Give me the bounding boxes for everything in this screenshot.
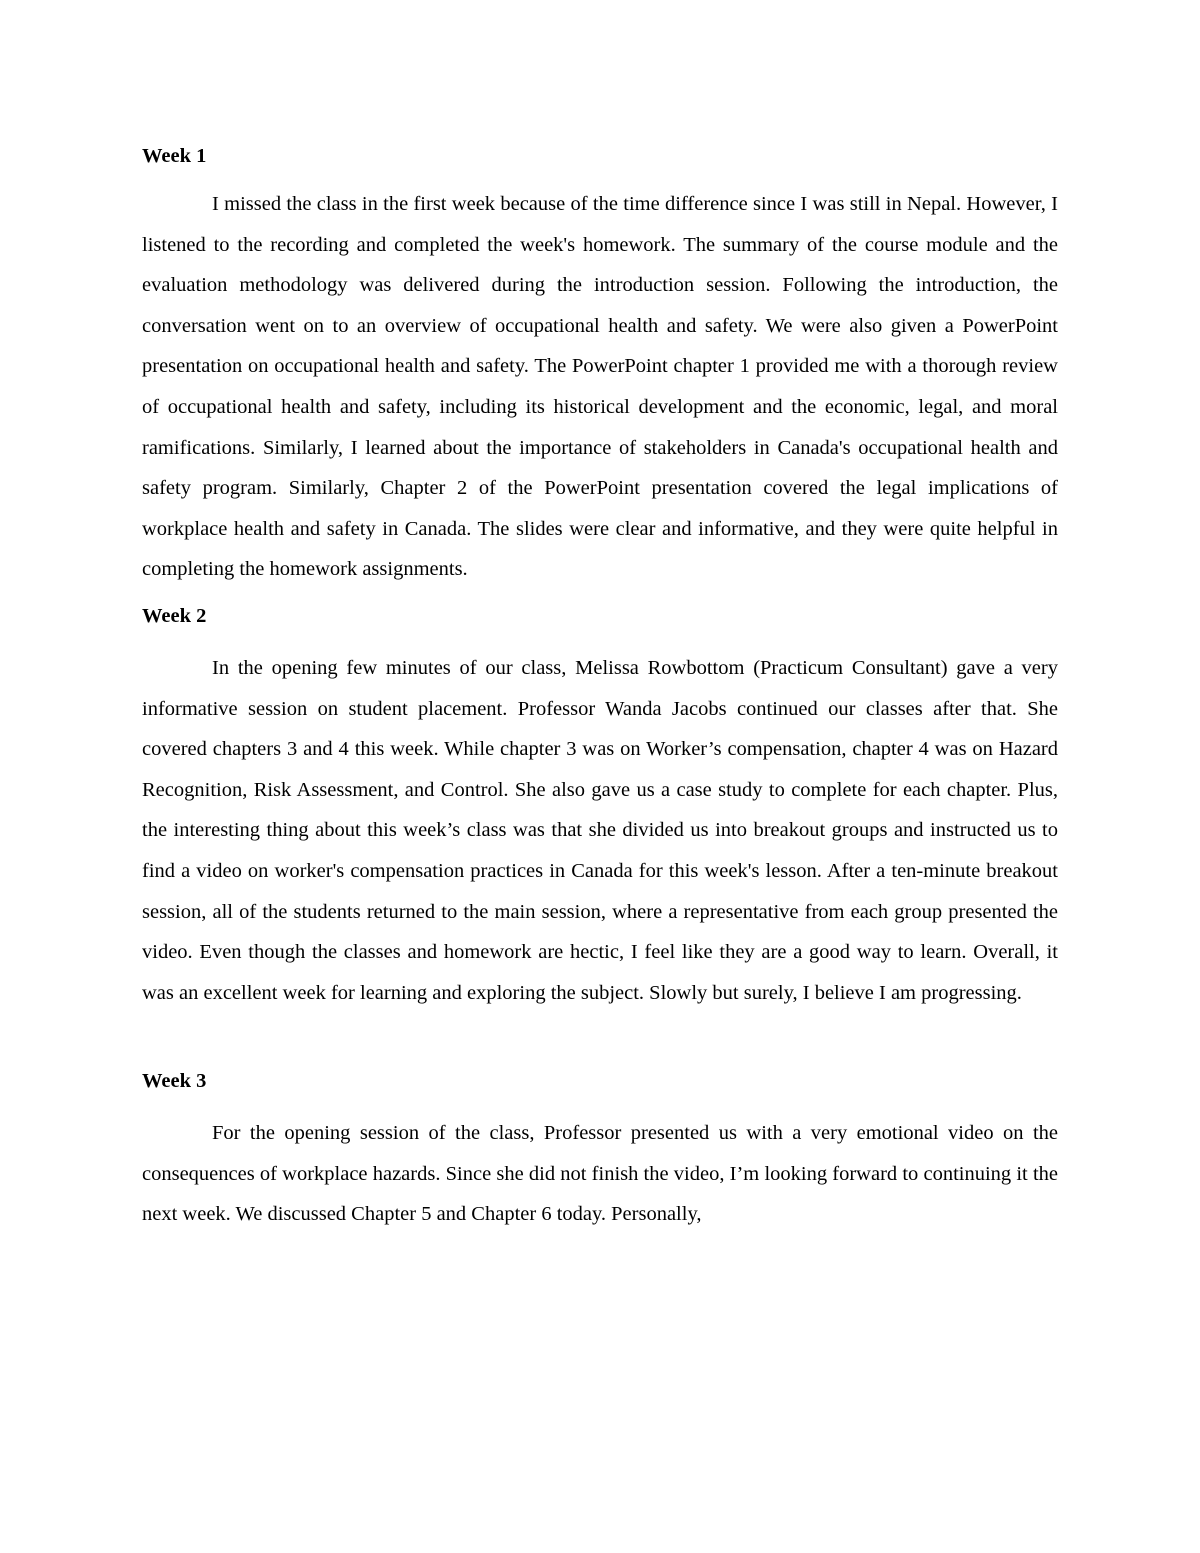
section-heading-week-3: Week 3	[142, 1070, 207, 1093]
section-heading-week-1: Week 1	[142, 145, 207, 167]
section-paragraph-week-3: For the opening session of the class, Professor presented us with a very emotional video on the consequences of workplace hazards. Since she did not finish the video, I’m looking forward to continuing it the next week. We discussed Chapter 5 and Chapter 6 today. Personally,	[142, 1122, 1058, 1226]
section-heading-week-2: Week 2	[142, 604, 207, 627]
section-paragraph-week-2: In the opening few minutes of our class, Melissa Rowbottom (Practicum Consultant) gave a very informative session on student placement. Professor Wanda Jacobs continued our classes after that. She covered chapters 3 and 4 this week. While chapter 3 was on Worker’s compensation, chapter 4 was on Hazard Recognition, Risk Assessment, and Control. She also gave us a case study to complete for each chapter. Plus, the interesting thing about this week’s class was that she divided us into breakout groups and instructed us to find a video on worker's compensation practices in Canada for this week's lesson. After a ten-minute breakout session, all of the students returned to the main session, where a representative from each group presented the video. Even though the classes and homework are hectic, I feel like they are a good way to learn. Overall, it was an excellent week for learning and exploring the subject. Slowly but surely, I believe I am progressing.	[142, 656, 1058, 1004]
document-page	[142, 140, 1058, 1235]
section-paragraph-week-1: I missed the class in the first week because of the time difference since I was still in Nepal. However, I listened to the recording and completed the week's homework. The summary of the course module and the evaluation methodology was delivered during the introduction session. Following the introduction, the conversation went on to an overview of occupational health and safety. We were also given a PowerPoint presentation on occupational health and safety. The PowerPoint chapter 1 provided me with a thorough review of occupational health and safety, including its historical development and the economic, legal, and moral ramifications. Similarly, I learned about the importance of stakeholders in Canada's occupational health and safety program. Similarly, Chapter 2 of the PowerPoint presentation covered the legal implications of workplace health and safety in Canada. The slides were clear and informative, and they were quite helpful in completing the homework assignments.	[142, 193, 1058, 581]
